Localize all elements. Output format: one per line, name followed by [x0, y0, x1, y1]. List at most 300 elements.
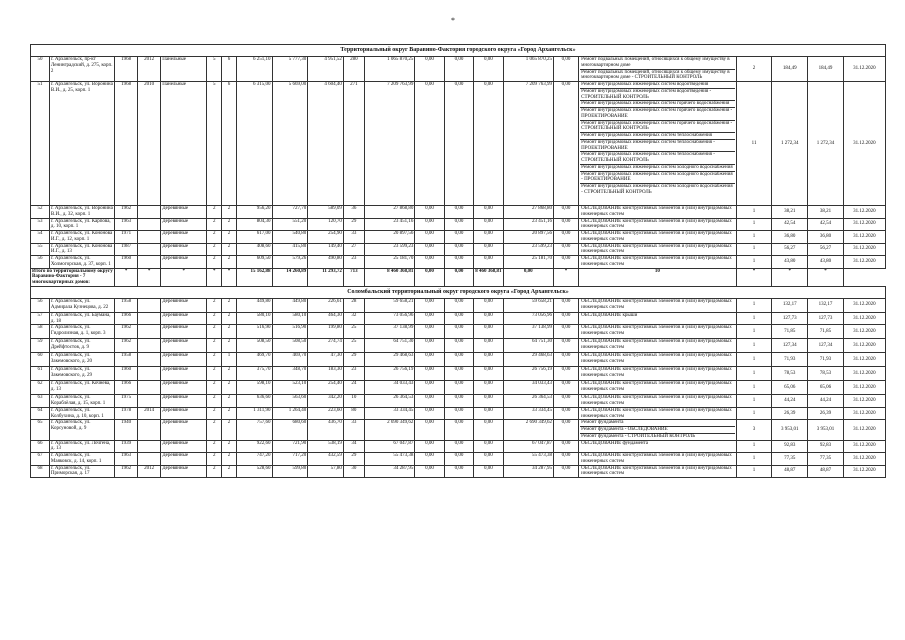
cell-u: 3 953,01	[772, 420, 808, 440]
cell-y1: 1940	[115, 420, 138, 440]
cell-u: 36,80	[772, 231, 808, 244]
cell-mx: 3 953,01	[808, 420, 844, 440]
cell-p: 80	[343, 407, 364, 420]
cell-lr: 199,80	[308, 325, 344, 339]
cell-d: 31.12.2020	[843, 325, 885, 339]
cell-s: 449,80	[236, 298, 272, 312]
cell-y2	[138, 243, 161, 256]
cell-y2	[138, 339, 161, 353]
cell-work-types	[579, 243, 737, 256]
cell-y2	[138, 453, 161, 466]
cell-y1: 1958	[115, 353, 138, 367]
cell-n: 67	[31, 453, 50, 466]
cell-mx: 38,21	[808, 206, 844, 219]
table-row	[31, 218, 886, 231]
total-c10: 11 293,72	[308, 268, 344, 286]
cell-z: 0,00	[553, 440, 578, 453]
cell-y2: 2014	[138, 407, 161, 420]
cell-k: 1	[736, 367, 772, 381]
cell-z: 0,00	[553, 353, 578, 367]
total-c4: *	[138, 268, 161, 286]
cell-e: 2	[222, 465, 237, 478]
cell-l: 551,20	[272, 218, 308, 231]
cell-f: 2	[207, 367, 222, 381]
cell-z: 0,00	[553, 453, 578, 466]
cell-n: 61	[31, 367, 50, 381]
cell-d: 31.12.2020	[843, 353, 885, 367]
cell-u: 26,39	[772, 407, 808, 420]
cell-s: 617,00	[236, 231, 272, 244]
cell-f: 2	[207, 243, 222, 256]
cell-l: 680,60	[272, 420, 308, 440]
work-type: ОБСЛЕДОВАНИЕ конструктивных элементов и (или) внутридомовых инженерных систем	[581, 325, 732, 336]
work-type: Ремонт внутридомовых инженерных систем холодного водоснабжения - ПРОЕКТИРОВАНИЕ	[580, 172, 735, 185]
cell-k: 1	[736, 407, 772, 420]
cell-z: 0,00	[553, 231, 578, 244]
cell-work-types	[579, 218, 737, 231]
cell-a: г. Архангельск, ул. Кочнева, д. 13	[49, 381, 114, 395]
table-row	[31, 395, 886, 408]
cell-f: 2	[207, 298, 222, 312]
cell-y1: 1963	[115, 218, 138, 231]
cell-u: 38,21	[772, 206, 808, 219]
cell-lr: 274,74	[308, 339, 344, 353]
cell-l: 599,80	[272, 465, 308, 478]
cell-e: 2	[222, 420, 237, 440]
cell-y2	[138, 420, 161, 440]
work-type: Ремонт фундамента - СТРОИТЕЛЬНЫЙ КОНТРОЛЬ	[581, 433, 696, 439]
table-row	[31, 381, 886, 395]
cell-l: 717,20	[272, 453, 308, 466]
cell-l: 348,70	[272, 367, 308, 381]
cell-b1: 0,00	[415, 206, 444, 219]
total-c17: *	[553, 268, 578, 286]
cell-m: Деревянные	[161, 312, 207, 325]
cell-k: 1	[736, 353, 772, 367]
work-type: Ремонт подвальных помещений, относящихся к общему имуществу в многоквартирном доме	[580, 57, 735, 70]
cell-e: 2	[222, 395, 237, 408]
cell-b2: 0,00	[444, 312, 473, 325]
cell-f: 2	[207, 218, 222, 231]
cell-f: 2	[207, 395, 222, 408]
cell-n: 53	[31, 218, 50, 231]
cell-p: 29	[343, 353, 364, 367]
cell-m: Панельные	[161, 57, 207, 82]
cell-e: 1	[222, 353, 237, 367]
cell-lr: 254,40	[308, 381, 344, 395]
cell-a: г. Архангельск, ул. Кононова И.Г., д. 12, корп. 1	[49, 231, 114, 244]
cell-lr: 47,30	[308, 353, 344, 367]
cell-b1: 0,00	[415, 381, 444, 395]
cell-l: 523,10	[272, 381, 308, 395]
cell-b3: 0,00	[474, 206, 503, 219]
cell-m: Деревянные	[161, 243, 207, 256]
cell-d: 31.12.2020	[843, 256, 885, 269]
cell-s: 804,30	[236, 218, 272, 231]
cell-p: 25	[343, 339, 364, 353]
cell-s: 6 315,00	[236, 82, 272, 206]
cell-lr: 120,70	[308, 218, 344, 231]
cell-t: 25 181,70	[364, 256, 414, 269]
cell-s: 956,20	[236, 206, 272, 219]
cell-m: Деревянные	[161, 218, 207, 231]
cell-m: Деревянные	[161, 339, 207, 353]
cell-y1: 1960	[115, 367, 138, 381]
cell-e: 2	[222, 243, 237, 256]
cell-l: 415,80	[272, 243, 308, 256]
total-c9: 14 260,89	[272, 268, 308, 286]
cell-y1: 1962	[115, 465, 138, 478]
cell-lr: 226,61	[308, 298, 344, 312]
cell-y1: 1966	[115, 312, 138, 325]
work-type: ОБСЛЕДОВАНИЕ конструктивных элементов и (или) внутридомовых инженерных систем	[581, 218, 732, 230]
cell-b3: 0,00	[474, 381, 503, 395]
cell-p: 29	[343, 218, 364, 231]
cell-y2	[138, 440, 161, 453]
cell-l: 449,80	[272, 298, 308, 312]
cell-b1: 0,00	[415, 243, 444, 256]
cell-y1: 1966	[115, 381, 138, 395]
cell-d: 31.12.2020	[843, 367, 885, 381]
cell-a: г. Архангельск, ул. Баумана, д. 18	[49, 312, 114, 325]
cell-e: 2	[222, 453, 237, 466]
cell-b1: 0,00	[415, 395, 444, 408]
cell-y1: 1968	[115, 57, 138, 82]
work-type: ОБСЛЕДОВАНИЕ крыши	[581, 312, 638, 318]
cell-n: 54	[31, 231, 50, 244]
work-type: Ремонт внутридомовых инженерных систем холодного водоснабжения - СТРОИТЕЛЬНЫЙ КОНТРОЛЬ	[581, 184, 733, 195]
cell-a: г. Архангельск, ул. Закемовского, д. 29	[49, 367, 114, 381]
cell-t: 1 065 870,25	[364, 57, 414, 82]
cell-y2	[138, 298, 161, 312]
page-mark: *	[451, 16, 455, 25]
cell-s: 508,50	[236, 339, 272, 353]
work-type: Ремонт внутридомовых инженерных систем водоотведения	[580, 82, 735, 89]
cell-s: 922,60	[236, 440, 272, 453]
total-c7: *	[222, 268, 237, 286]
cell-y1: 1962	[115, 206, 138, 219]
cell-b3: 0,00	[474, 57, 503, 82]
cell-b3: 0,00	[474, 465, 503, 478]
cell-b1: 0,00	[415, 82, 444, 206]
cell-lr: 4 951,52	[308, 57, 344, 82]
table-row	[31, 440, 886, 453]
cell-o: 64 751,30	[503, 339, 553, 353]
section-header	[31, 286, 886, 298]
cell-n: 52	[31, 206, 50, 219]
table-row	[31, 325, 886, 339]
cell-l: 469,70	[272, 353, 308, 367]
total-c19: *	[736, 268, 772, 286]
cell-b1: 0,00	[415, 256, 444, 269]
cell-mx: 26,39	[808, 407, 844, 420]
cell-p: 30	[343, 465, 364, 478]
cell-o: 1 065 870,25	[503, 57, 553, 82]
cell-y2: 2010	[138, 82, 161, 206]
cell-l: 508,50	[272, 339, 308, 353]
cell-b3: 0,00	[474, 82, 503, 206]
cell-lr: 254,90	[308, 231, 344, 244]
cell-z: 0,00	[553, 325, 578, 339]
cell-e: 2	[222, 256, 237, 269]
cell-f: 2	[207, 325, 222, 339]
cell-m: Панельные	[161, 82, 207, 206]
cell-t: 23 451,16	[364, 218, 414, 231]
cell-u: 43,80	[772, 256, 808, 269]
cell-b3: 0,00	[474, 420, 503, 440]
cell-s: 757,60	[236, 420, 272, 440]
cell-y2	[138, 367, 161, 381]
cell-p: 36	[343, 206, 364, 219]
total-row	[31, 268, 886, 286]
section-title: Территориальный округ Варавино-Фактория городского округа «Город Архангельск»	[31, 45, 886, 57]
table-row	[31, 231, 886, 244]
work-type: ОБСЛЕДОВАНИЕ конструктивных элементов и (или) внутридомовых инженерных систем	[581, 243, 732, 255]
cell-k: 1	[736, 440, 772, 453]
cell-k: 1	[736, 243, 772, 256]
total-c12: 8 460 368,81	[364, 268, 414, 286]
cell-s: 469,70	[236, 353, 272, 367]
cell-u: 1 272,34	[772, 82, 808, 206]
work-type: Ремонт внутридомовых инженерных систем холодного водоснабжения	[580, 165, 735, 172]
cell-m: Деревянные	[161, 353, 207, 367]
cell-z: 0,00	[553, 339, 578, 353]
cell-d: 31.12.2020	[843, 312, 885, 325]
cell-a: г. Архангельск, ул. Кононова И.Г., д. 13	[49, 243, 114, 256]
cell-f: 2	[207, 453, 222, 466]
cell-p: 271	[343, 82, 364, 206]
cell-y1: 1963	[115, 453, 138, 466]
cell-t: 59 658,21	[364, 298, 414, 312]
cell-b1: 0,00	[415, 420, 444, 440]
cell-z: 0,00	[553, 312, 578, 325]
cell-z: 0,00	[553, 256, 578, 269]
work-type: ОБСЛЕДОВАНИЕ конструктивных элементов и (или) внутридомовых инженерных систем	[581, 353, 732, 364]
cell-b2: 0,00	[444, 325, 473, 339]
cell-y2	[138, 395, 161, 408]
cell-b2: 0,00	[444, 57, 473, 82]
cell-z: 0,00	[553, 381, 578, 395]
cell-a: г. Архангельск, ул. Гидрoлизная, д. 1, корп. 3	[49, 325, 114, 339]
cell-s: 609,50	[236, 256, 272, 269]
cell-o: 2 690 349,62	[503, 420, 553, 440]
cell-u: 127,73	[772, 312, 808, 325]
cell-a: г. Архангельск, ул. Закемовского, д. 20	[49, 353, 114, 367]
work-type: ОБСЛЕДОВАНИЕ фундамента	[581, 440, 649, 446]
cell-o: 34 287,95	[503, 465, 553, 478]
cell-a: г. Архангельск, ул. Холмогорская, д. 37, корп. 1	[49, 256, 114, 269]
cell-y1: 1962	[115, 339, 138, 353]
cell-f: 5	[207, 82, 222, 206]
cell-work-types	[579, 206, 737, 219]
cell-o: 20 897,56	[503, 231, 553, 244]
cell-o: 23 599,23	[503, 243, 553, 256]
cell-work-types	[579, 367, 737, 381]
cell-u: 77,35	[772, 453, 808, 466]
cell-o: 37 138,99	[503, 325, 553, 339]
cell-work-types	[579, 256, 737, 269]
work-type: ОБСЛЕДОВАНИЕ конструктивных элементов и (или) внутридомовых инженерных систем	[581, 367, 732, 378]
cell-e: 2	[222, 218, 237, 231]
cell-d: 31.12.2020	[843, 395, 885, 408]
cell-n: 57	[31, 312, 50, 325]
cell-m: Деревянные	[161, 231, 207, 244]
cell-f: 2	[207, 440, 222, 453]
cell-b2: 0,00	[444, 82, 473, 206]
cell-z: 0,00	[553, 206, 578, 219]
cell-work-types	[579, 82, 737, 206]
cell-lr: 4 604,40	[308, 82, 344, 206]
cell-b1: 0,00	[415, 353, 444, 367]
cell-mx: 77,35	[808, 453, 844, 466]
cell-u: 78,53	[772, 367, 808, 381]
cell-t: 55 473,38	[364, 453, 414, 466]
cell-d: 31.12.2020	[843, 420, 885, 440]
cell-mx: 184,49	[808, 57, 844, 82]
cell-b1: 0,00	[415, 465, 444, 478]
table-row	[31, 407, 886, 420]
cell-p: 280	[343, 57, 364, 82]
table-row	[31, 57, 886, 82]
cell-mx: 127,34	[808, 339, 844, 353]
cell-b3: 0,00	[474, 312, 503, 325]
section-title: Соломбальский территориальный округ городского округа «Город Архангельск»	[31, 286, 886, 298]
work-type: Ремонт фундамента - ОБСЛЕДОВАНИЕ	[580, 427, 735, 434]
cell-k: 11	[736, 82, 772, 206]
cell-t: 37 138,99	[364, 325, 414, 339]
cell-u: 184,49	[772, 57, 808, 82]
cell-d: 31.12.2020	[843, 82, 885, 206]
cell-lr: 464,30	[308, 312, 344, 325]
cell-n: 58	[31, 325, 50, 339]
cell-l: 580,10	[272, 312, 308, 325]
table-row	[31, 367, 886, 381]
cell-mx: 56,27	[808, 243, 844, 256]
cell-o: 29 468,63	[503, 353, 553, 367]
total-c20: *	[772, 268, 808, 286]
cell-b2: 0,00	[444, 353, 473, 367]
cell-s: 747,20	[236, 453, 272, 466]
cell-lr: 183,30	[308, 367, 344, 381]
cell-m: Деревянные	[161, 440, 207, 453]
cell-b2: 0,00	[444, 243, 473, 256]
cell-y1: 1971	[115, 231, 138, 244]
cell-k: 1	[736, 298, 772, 312]
cell-k: 1	[736, 339, 772, 353]
cell-mx: 44,24	[808, 395, 844, 408]
cell-work-types	[579, 420, 737, 440]
cell-u: 92,83	[772, 440, 808, 453]
cell-y2	[138, 325, 161, 339]
cell-a: г. Архангельск, ул. Колбухина, д. 10, корп. 1	[49, 407, 114, 420]
cell-m: Деревянные	[161, 298, 207, 312]
cell-b1: 0,00	[415, 367, 444, 381]
cell-work-types	[579, 57, 737, 82]
cell-t: 73 056,96	[364, 312, 414, 325]
cell-n: 56	[31, 298, 50, 312]
cell-y2: 2012	[138, 465, 161, 478]
cell-d: 31.12.2020	[843, 440, 885, 453]
cell-p: 27	[343, 243, 364, 256]
cell-n: 55	[31, 243, 50, 256]
cell-y1: 1968	[115, 82, 138, 206]
cell-b3: 0,00	[474, 395, 503, 408]
cell-b2: 0,00	[444, 395, 473, 408]
cell-mx: 71,85	[808, 325, 844, 339]
cell-a: г. Архангельск, ул. Маяковск, д. 14, корп. 1	[49, 453, 114, 466]
cell-n: 68	[31, 465, 50, 478]
cell-d: 31.12.2020	[843, 465, 885, 478]
cell-b2: 0,00	[444, 218, 473, 231]
cell-n: 60	[31, 353, 50, 367]
cell-a: г. Архангельск, ул. Карпова, д. 10, корп. 1	[49, 218, 114, 231]
cell-o: 26 756,19	[503, 367, 553, 381]
cell-b1: 0,00	[415, 57, 444, 82]
cell-p: 23	[343, 367, 364, 381]
cell-n: 59	[31, 339, 50, 353]
total-c5: *	[161, 268, 207, 286]
cell-work-types	[579, 381, 737, 395]
table-row	[31, 353, 886, 367]
table-row	[31, 420, 886, 440]
cell-work-types	[579, 298, 737, 312]
cell-d: 31.12.2020	[843, 218, 885, 231]
cell-b3: 0,00	[474, 231, 503, 244]
cell-a: г. Архангельск, ул. Приморская, д. 17	[49, 465, 114, 478]
total-c15: 8 460 368,81	[474, 268, 503, 286]
cell-f: 5	[207, 57, 222, 82]
total-c13: 0,00	[415, 268, 444, 286]
cell-z: 0,00	[553, 395, 578, 408]
cell-b2: 0,00	[444, 381, 473, 395]
cell-b3: 0,00	[474, 453, 503, 466]
cell-l: 563,60	[272, 395, 308, 408]
cell-e: 2	[222, 440, 237, 453]
cell-b1: 0,00	[415, 407, 444, 420]
cell-e: 2	[222, 367, 237, 381]
cell-work-types	[579, 339, 737, 353]
table-row	[31, 298, 886, 312]
cell-t: 64 751,30	[364, 339, 414, 353]
work-type: ОБСЛЕДОВАНИЕ конструктивных элементов и (или) внутридомовых инженерных систем	[581, 453, 732, 464]
cell-o: 67 047,87	[503, 440, 553, 453]
cell-e: 2	[222, 339, 237, 353]
cell-f: 2	[207, 339, 222, 353]
cell-k: 1	[736, 206, 772, 219]
cell-z: 0,00	[553, 298, 578, 312]
cell-t: 27 868,80	[364, 206, 414, 219]
table-row	[31, 312, 886, 325]
cell-d: 31.12.2020	[843, 407, 885, 420]
cell-work-types	[579, 353, 737, 367]
cell-y2	[138, 256, 161, 269]
cell-u: 44,24	[772, 395, 808, 408]
cell-b2: 0,00	[444, 420, 473, 440]
cell-b2: 0,00	[444, 339, 473, 353]
cell-l: 579,26	[272, 256, 308, 269]
cell-l: 5 669,00	[272, 82, 308, 206]
cell-t: 67 047,87	[364, 440, 414, 453]
work-type: Ремонт внутридомовых инженерных систем горячего водоснабжения	[580, 101, 735, 108]
cell-p: 29	[343, 453, 364, 466]
work-type: ОБСЛЕДОВАНИЕ конструктивных элементов и (или) внутридомовых инженерных систем	[581, 206, 732, 217]
cell-mx: 71,93	[808, 353, 844, 367]
cell-y2	[138, 206, 161, 219]
cell-y1: 1939	[115, 440, 138, 453]
cell-p: 33	[343, 420, 364, 440]
work-type: Ремонт внутридомовых инженерных систем теплоснабжения	[580, 133, 735, 140]
section-header	[31, 45, 886, 57]
